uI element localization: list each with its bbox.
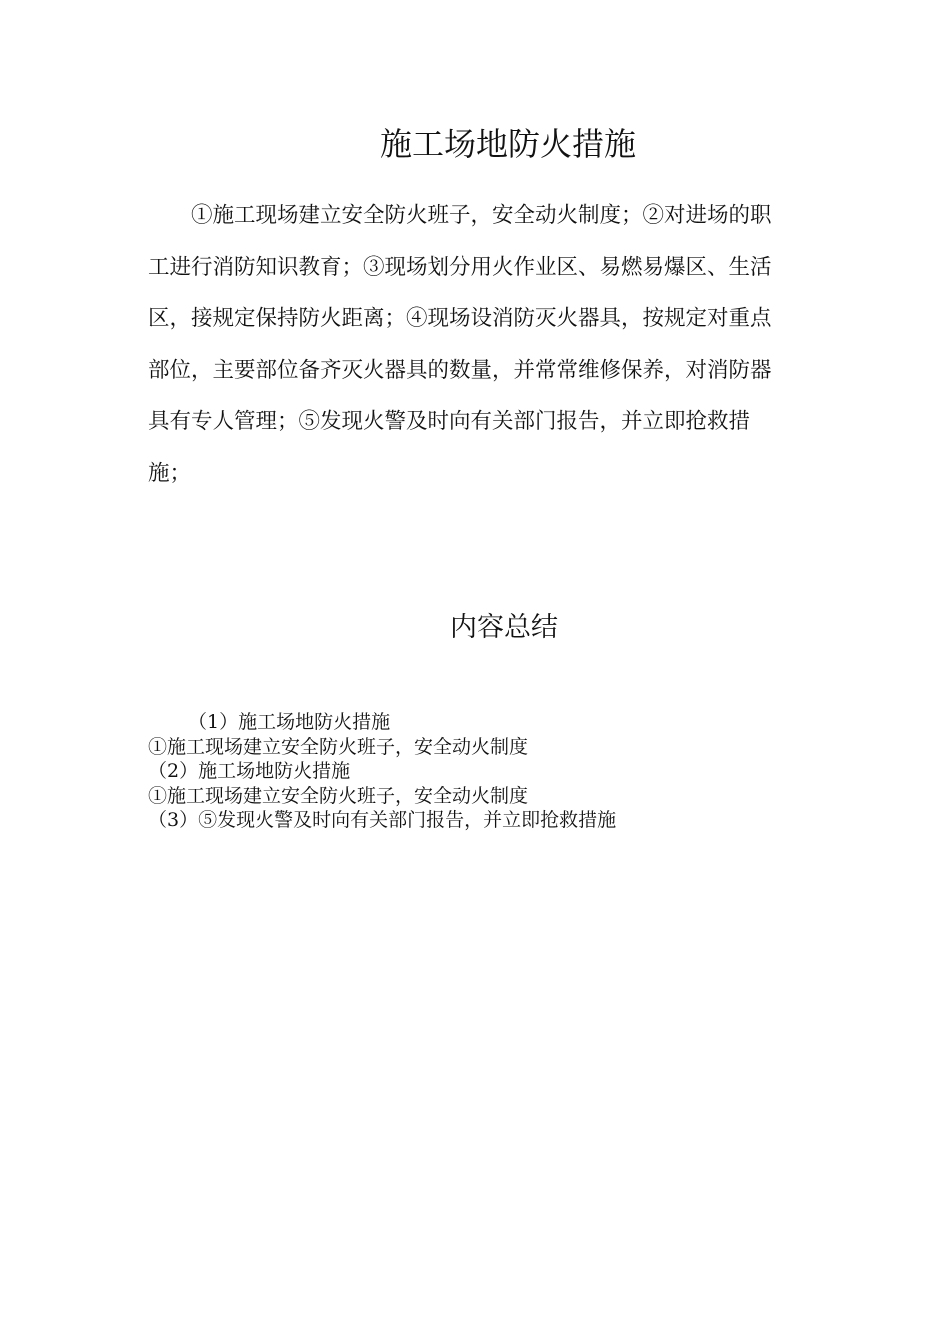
page-title: 施工场地防火措施	[379, 125, 636, 163]
body-line: ①施工现场建立安全防火班子，安全动火制度；②对进场的职	[191, 203, 772, 228]
summary-title: 内容总结	[450, 612, 558, 643]
body-line: 施；	[148, 460, 192, 486]
summary-item: ①施工现场建立安全防火班子，安全动火制度	[148, 735, 529, 758]
body-line: 区，接规定保持防火距离；④现场设消防灭火器具，按规定对重点	[148, 306, 772, 331]
summary-list	[148, 710, 848, 833]
summary-item: ①施工现场建立安全防火班子，安全动火制度	[148, 784, 529, 807]
body-line: 部位，主要部位备齐灭火器具的数量，并常常维修保养，对消防器	[148, 357, 772, 383]
body-paragraph	[148, 190, 808, 499]
body-line: 工进行消防知识教育；③现场划分用火作业区、易燃易爆区、生活	[148, 254, 772, 280]
summary-item: （3）⑤发现火警及时向有关部门报告，并立即抢救措施	[148, 809, 617, 831]
body-line: 具有专人管理；⑤发现火警及时向有关部门报告，并立即抢救措	[148, 409, 751, 434]
summary-item: （2）施工场地防火措施	[148, 760, 351, 782]
summary-item: （1）施工场地防火措施	[188, 711, 391, 733]
